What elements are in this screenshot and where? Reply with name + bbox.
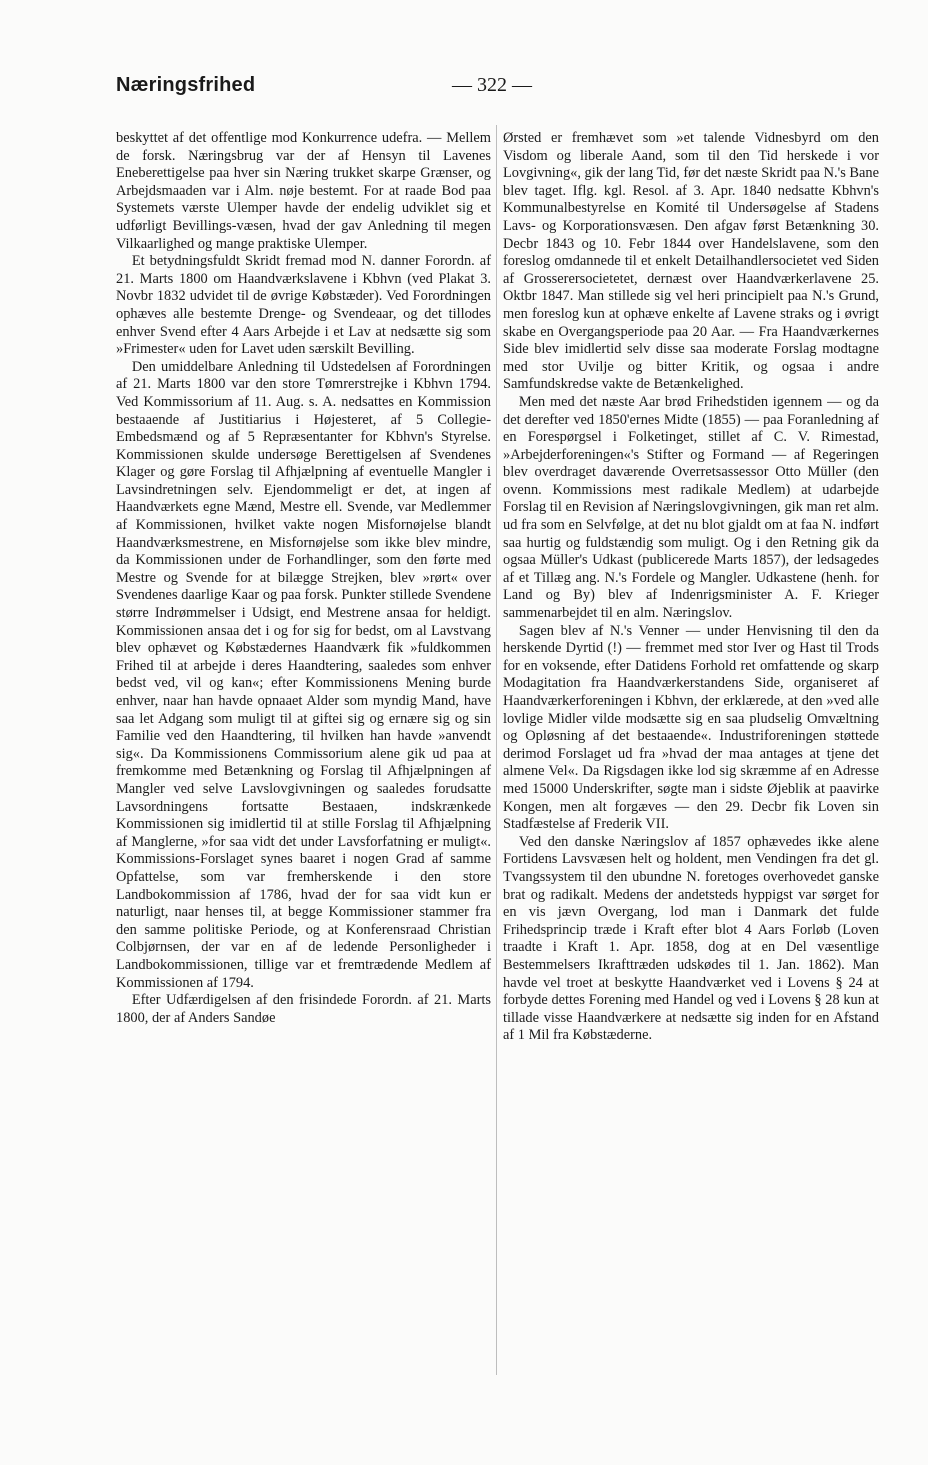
- page-number: — 322 —: [452, 74, 532, 96]
- paragraph: Et betydningsfuldt Skridt fremad mod N. danner Forordn. af 21. Marts 1800 om Haandværkslavene i Kbhvn (ved Plakat 3. Novbr 1832 udvidet til de øvrige Købstæder). Ved Forordningen ophæves alle bestemte Drenge- og Svendeaar, og det tillodes enhver Svend efter 4 Aars Arbejde i et Lav at nedsætte sig som »Frimester« uden for Lavet uden særskilt Bevilling.: [116, 253, 491, 358]
- paragraph: Sagen blev af N.'s Venner — under Henvisning til den da herskende Dyrtid (!) — fremmet med stor Iver og Hast til Trods for en voksende, efter Datidens Forhold ret omfattende og skarp Modagitation fra Haandværkerstandens Side, organiseret af Haandværkerforeningen i Kbhvn, der erklærede, at den »ved alle lovlige Midler vilde modsætte sig en saa pludselig Omvæltning og Opløsning af det bestaaende«. Industriforeningen støttede derimod Forslaget ud fra »hvad der maa antages at tjene det almene Vel«. Da Rigsdagen ikke lod sig skræmme af en Adresse med 15000 Underskrifter, søgte man i sidste Øjeblik at paavirke Kongen, men alt forgæves — den 29. Decbr fik Loven sin Stadfæstelse af Frederik VII.: [503, 622, 879, 833]
- page-header: [0, 74, 928, 104]
- paragraph: Efter Udfærdigelsen af den frisindede Forordn. af 21. Marts 1800, der af Anders Sandøe: [116, 992, 491, 1026]
- column-divider: [496, 125, 497, 1375]
- paragraph: Ved den danske Næringslov af 1857 ophævedes ikke alene Fortidens Lavsvæsen helt og holdent, men Vendingen fra det gl. Tvangssystem til den ubundne N. foretoges overhovedet ganske brat og radikalt. Medens der andetsteds hyppigst var sørget for en vis jævn Overgang, lod man i Danmark det fulde Frihedsprincip træde i Kraft efter blot 4 Aars Forløb (Loven traadte i Kraft 1. Apr. 1858, dog at en Del væsentlige Bestemmelsers Ikrafttræden udskødes til 1. Jan. 1862). Man havde vel troet at beskytte Haandværket ved i Lovens § 24 at forbyde dettes Forening med Handel og ved i Lovens § 28 kun at tillade visse Haandværkere at nedsætte sig inden for en Afstand af 1 Mil fra Købstæderne.: [503, 833, 879, 1044]
- paragraph: beskyttet af det offentlige mod Konkurrence udefra. — Mellem de forsk. Næringsbrug var der af Hensyn til Lavenes Eneberettigelse paa hver sin Næring trukket skarpe Grænser, og Arbejdsmaaden var i Alm. nøje bestemt. For at raade Bod paa Systemets værste Ulemper havde der endelig udviklet sig et udførligt Bevillings-væsen, hvad der gav Anledning til megen Vilkaarlighed og mange praktiske Ulemper.: [116, 130, 491, 252]
- running-title: Næringsfrihed: [116, 74, 256, 96]
- paragraph: Ørsted er fremhævet som »et talende Vidnesbyrd om den Visdom og liberale Aand, som til den Tid herskede i vor Lovgivning«, gik der lang Tid, før det næste Skridt paa N.'s Bane blev taget. Iflg. kgl. Resol. af 3. Apr. 1840 nedsatte Kbhvn's Kommunalbestyrelse en Komité til Undersøgelse af Stadens Lavs- og Korporationsvæsen. Den afgav først Betænkning 30. Decbr 1843 og 10. Febr 1844 over Handelslavene, som den foreslog omdannede til et enkelt Detailhandlersocietet ved Siden af Grosserersocietetet, dernæst over Haandværkerlavene 25. Oktbr 1847. Man stillede sig vel heri principielt paa N.'s Grund, men foreslog kun at ophæve enkelte af Lavene straks og i øvrigt skabe en Overgangsperiode paa 20 Aar. — Fra Haandværkernes Side blev imidlertid selv disse saa moderate Forslag modtagne med stor Uvilje og bitter Kritik, og ogsaa i andre Samfundskredse vakte de Betænkelighed.: [503, 130, 879, 393]
- left-column: [116, 130, 491, 1027]
- right-column: [503, 130, 879, 1045]
- paragraph: Men med det næste Aar brød Frihedstiden igennem — og da det derefter ved 1850'ernes Midte (1855) — paa Foranledning af en Forespørgsel i Folketinget, stillet af C. V. Rimestad, »Arbejderforeningen«'s Stifter og Formand — af Regeringen blev overdraget daværende Overretsassessor Otto Müller (den ovenn. Kommissions mest radikale Medlem) at udarbejde Forslag til en Revision af Næringslovgivningen, gik man ret alm. ud fra som en Selvfølge, at det nu blot gjaldt om at faa N. indført saa hurtig og fuldstændig som muligt. Og i den Retning gik da ogsaa Müller's Udkast (publicerede Marts 1857), der ledsagedes af et Tillæg ang. N.'s Fordele og Mangler. Udkastene (henh. for Land og By) blev af Indenrigsminister A. F. Krieger sammenarbejdet til en alm. Næringslov.: [503, 393, 879, 622]
- paragraph: Den umiddelbare Anledning til Udstedelsen af Forordningen af 21. Marts 1800 var den store Tømrerstrejke i Kbhvn 1794. Ved Kommissorium af 11. Aug. s. A. nedsattes en Kommission bestaaende af Justitiarius i Højesteret, af 5 Collegie-Embedsmænd og af 5 Repræsentanter for Kbhvn's Styrelse. Kommissionen skulde undersøge Berettigelsen af Svendenes Klager og gøre Forslag til Afhjælpning af eventuelle Mangler i Lavsindretningen selv. Ejendommeligt er det, at ingen af Haandværkets egne Mænd, Mestre ell. Svende, var Medlemmer af Kommissionen, hvilket vakte nogen Misfornøjelse blandt Haandværksmestrene, en Misfornøjelse som ikke blev mindre, da Kommissionen under de Forhandlinger, som den førte med Mestre og Svende for at bilægge Strejken, blev »rørt« over Svendenes daarlige Kaar og paa forsk. Punkter stillede Svendene større Indrømmelser i Udsigt, end Mestrene ansaa for heldigt. Kommissionen ansaa det i og for sig for bedst, om al Lavstvang blev ophævet og Købstædernes Haandværk fik »fuldkommen Frihed til at arbejde i deres Haandtering, saaledes som enhver bedst ved, vil og kan«; efter Kommissionens Mening burde enhver, naar han havde opnaaet Alder som myndig Mand, have saa let Adgang som muligt til at giftei sig og ernære sig og sin Familie ved den Haandtering, til hvilken han havde »anvendt sig«. Da Kommissionens Commissorium alene gik ud paa at fremkomme med Betænkning og Forslag til Afhjælpningen af Mangler ved selve Lavslovgivningen og saaledes forudsatte Lavsordningens fortsatte Bestaaen, indskrænkede Kommissionen sig imidlertid til at stille Forslag til Afhjælpning af Manglerne, »for saa vidt det under Lavsforfatning er muligt«. Kommissions-Forslaget synes baaret i nogen Grad af samme Opfattelse, som var fremherskende i den store Landbokommission af 1786, hvad der for saa vidt kun er naturligt, naar henses til, at begge Kommissioner stammer fra den samme politiske Periode, og at Konferensraad Christian Colbjørnsen, der var en af de ledende Personligheder i Landbokommissionen, tillige var et fremtrædende Medlem af Kommissionen af 1794.: [116, 358, 491, 991]
